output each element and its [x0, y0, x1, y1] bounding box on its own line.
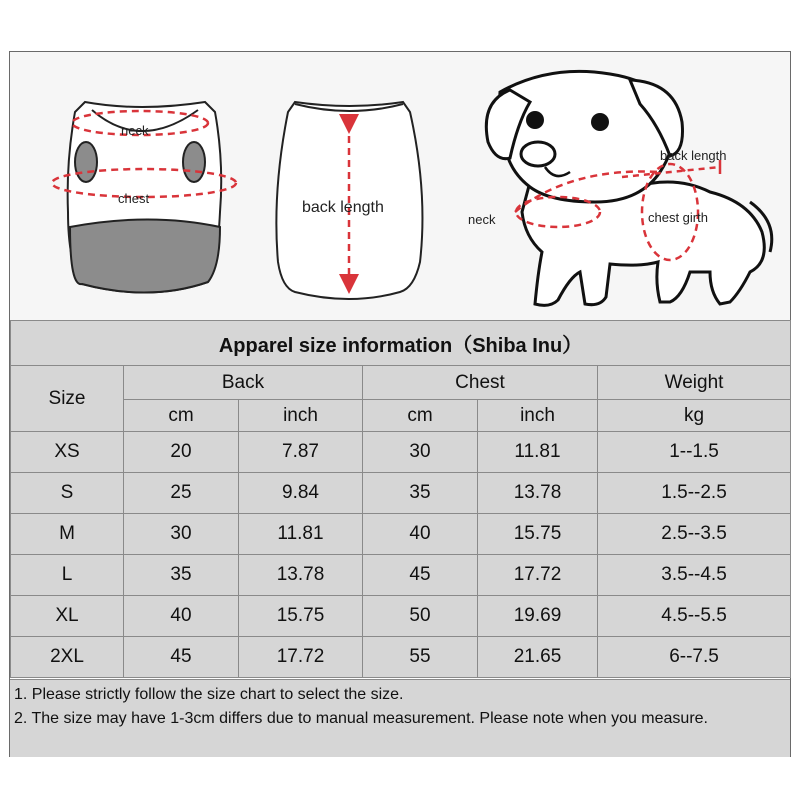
chest-cm-cell: 30 — [363, 432, 478, 473]
back-inch-cell: 7.87 — [239, 432, 363, 473]
note-line-2: 2. The size may have 1-3cm differs due to manual measurement. Please note when you measure. — [14, 710, 708, 727]
size-cell: L — [11, 555, 124, 596]
back-inch-cell: 11.81 — [239, 514, 363, 555]
chest-inch-cell: 19.69 — [478, 596, 598, 637]
chest-cm-cell: 40 — [363, 514, 478, 555]
chest-inch-cell: 17.72 — [478, 555, 598, 596]
chest-cm-cell: 55 — [363, 637, 478, 678]
weight-cell: 1.5--2.5 — [598, 473, 791, 514]
back-cm-cell: 45 — [124, 637, 239, 678]
vest-front-drawing — [52, 102, 236, 293]
back-cm-cell: 40 — [124, 596, 239, 637]
size-cell: XS — [11, 432, 124, 473]
weight-cell: 4.5--5.5 — [598, 596, 791, 637]
back-inch-cell: 15.75 — [239, 596, 363, 637]
dog-chest-girth-label: chest girth — [648, 210, 708, 225]
weight-cell: 1--1.5 — [598, 432, 791, 473]
dog-back-length-label: back length — [660, 148, 727, 163]
table-row — [11, 637, 791, 678]
chest-inch-cell: 13.78 — [478, 473, 598, 514]
vest-back-length-label: back length — [302, 199, 384, 216]
chest-cm-cell: 35 — [363, 473, 478, 514]
chest-group-header: Chest — [363, 366, 598, 400]
back-inch-header: inch — [239, 400, 363, 432]
table-row — [11, 432, 791, 473]
vest-front-neck-label: neck — [121, 123, 149, 138]
measurement-illustration — [10, 52, 790, 320]
back-group-header: Back — [124, 366, 363, 400]
vest-front-chest-label: chest — [118, 191, 150, 206]
back-cm-cell: 35 — [124, 555, 239, 596]
back-inch-cell: 17.72 — [239, 637, 363, 678]
weight-kg-header: kg — [598, 400, 791, 432]
chest-inch-cell: 11.81 — [478, 432, 598, 473]
table-row — [11, 555, 791, 596]
back-cm-cell: 25 — [124, 473, 239, 514]
weight-cell: 6--7.5 — [598, 637, 791, 678]
chest-inch-cell: 21.65 — [478, 637, 598, 678]
size-cell: M — [11, 514, 124, 555]
size-cell: XL — [11, 596, 124, 637]
vest-back-drawing — [276, 102, 422, 299]
weight-group-header: Weight — [598, 366, 791, 400]
chest-cm-cell: 45 — [363, 555, 478, 596]
table-row — [11, 514, 791, 555]
back-cm-cell: 30 — [124, 514, 239, 555]
weight-cell: 3.5--4.5 — [598, 555, 791, 596]
size-column-header: Size — [11, 366, 124, 432]
dog-drawing — [468, 71, 772, 305]
size-cell: 2XL — [11, 637, 124, 678]
back-cm-header: cm — [124, 400, 239, 432]
chest-inch-cell: 15.75 — [478, 514, 598, 555]
size-table — [10, 320, 791, 678]
table-row — [11, 596, 791, 637]
chest-cm-header: cm — [363, 400, 478, 432]
size-cell: S — [11, 473, 124, 514]
chest-cm-cell: 50 — [363, 596, 478, 637]
illustration-svg — [10, 52, 790, 320]
weight-cell: 2.5--3.5 — [598, 514, 791, 555]
size-notes — [10, 679, 790, 757]
back-inch-cell: 13.78 — [239, 555, 363, 596]
size-chart-frame — [9, 51, 791, 757]
chest-inch-header: inch — [478, 400, 598, 432]
back-cm-cell: 20 — [124, 432, 239, 473]
back-inch-cell: 9.84 — [239, 473, 363, 514]
dog-neck-label: neck — [468, 212, 496, 227]
table-row — [11, 473, 791, 514]
note-line-1: 1. Please strictly follow the size chart to select the size. — [14, 686, 404, 703]
table-title: Apparel size information（Shiba Inu） — [11, 321, 791, 366]
